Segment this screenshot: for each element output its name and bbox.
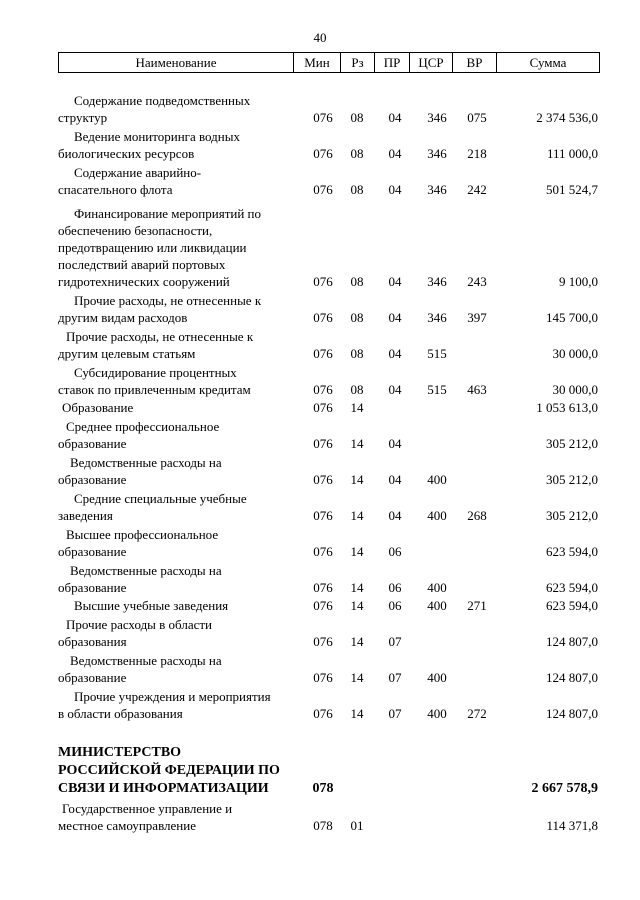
cell-sum: 623 594,0 [546, 544, 598, 559]
row-name [58, 292, 290, 326]
cell-csr: 346 [427, 110, 447, 125]
table-row [0, 128, 640, 162]
cell-pr: 04 [388, 382, 402, 397]
table-row [0, 164, 640, 198]
row-name [58, 364, 290, 398]
row-name-line: Ведомственные расходы на [70, 563, 222, 578]
cell-min: 076 [313, 508, 333, 523]
cell-csr: 400 [427, 670, 447, 685]
cell-pr: 06 [388, 580, 402, 595]
table-row [0, 418, 640, 452]
row-name [58, 205, 290, 290]
cell-pr: 04 [388, 274, 402, 289]
table-row [0, 526, 640, 560]
row-name-line: биологических ресурсов [58, 146, 195, 161]
cell-min: 076 [313, 598, 333, 613]
row-name-line: Финансирование мероприятий по [74, 206, 262, 221]
row-name-line: образование [58, 670, 127, 685]
row-name-line: Прочие учреждения и мероприятия [74, 689, 271, 704]
cell-sum: 1 053 613,0 [536, 400, 598, 415]
cell-min: 076 [313, 146, 333, 161]
cell-rz: 08 [350, 346, 364, 361]
cell-vr: 268 [467, 508, 487, 523]
page-number: 40 [313, 30, 327, 45]
row-name-line: образование [58, 580, 127, 595]
cell-rz: 08 [350, 382, 364, 397]
cell-csr: 515 [427, 346, 447, 361]
row-name-line: РОССИЙСКОЙ ФЕДЕРАЦИИ ПО [58, 763, 280, 778]
row-name-line: Содержание подведомственных [74, 93, 251, 108]
row-name [58, 652, 290, 686]
cell-sum: 2 667 578,9 [531, 781, 598, 796]
table-row [0, 652, 640, 686]
cell-rz: 01 [350, 818, 364, 833]
table-row [0, 92, 640, 126]
cell-vr: 271 [467, 598, 487, 613]
cell-pr: 06 [388, 544, 402, 559]
row-name-line: Высшие учебные заведения [74, 598, 229, 613]
row-name [58, 454, 290, 488]
row-name-line: гидротехнических сооружений [58, 274, 230, 289]
row-name-line: образования [58, 634, 127, 649]
row-name [58, 616, 290, 650]
cell-vr: 463 [467, 382, 487, 397]
row-name-line: образование [58, 544, 127, 559]
cell-pr: 07 [388, 634, 402, 649]
cell-rz: 14 [350, 598, 364, 613]
cell-pr: 07 [388, 670, 402, 685]
cell-pr: 04 [388, 310, 402, 325]
cell-csr: 346 [427, 310, 447, 325]
cell-sum: 124 807,0 [546, 706, 598, 721]
row-name-line: образование [58, 436, 127, 451]
cell-pr: 04 [388, 346, 402, 361]
cell-sum: 623 594,0 [546, 598, 598, 613]
cell-min: 076 [313, 310, 333, 325]
cell-csr: 515 [427, 382, 447, 397]
cell-sum: 124 807,0 [546, 634, 598, 649]
header-csr: ЦСР [409, 53, 452, 72]
cell-csr: 400 [427, 508, 447, 523]
row-name-line: Среднее профессиональное [66, 419, 220, 434]
row-name-line: МИНИСТЕРСТВО [58, 745, 182, 760]
row-name [58, 328, 290, 362]
row-name-line: Ведение мониторинга водных [74, 129, 240, 144]
row-name-line: другим видам расходов [58, 310, 188, 325]
row-name-line: в области образования [58, 706, 183, 721]
cell-csr: 400 [427, 598, 447, 613]
row-name [58, 164, 290, 198]
cell-sum: 114 371,8 [546, 818, 598, 833]
cell-min: 076 [313, 274, 333, 289]
row-name-line: Высшее профессиональное [66, 527, 219, 542]
table-row [0, 800, 640, 834]
row-name [58, 562, 290, 596]
cell-sum: 305 212,0 [546, 436, 598, 451]
row-name [58, 128, 290, 162]
cell-rz: 14 [350, 706, 364, 721]
row-name [58, 800, 290, 834]
header-rz: Рз [340, 53, 374, 72]
cell-pr: 07 [388, 706, 402, 721]
row-name-line: обеспечению безопасности, [58, 223, 213, 238]
row-name-line: Государственное управление и [62, 801, 233, 816]
cell-sum: 145 700,0 [546, 310, 598, 325]
cell-min: 076 [313, 436, 333, 451]
cell-rz: 14 [350, 436, 364, 451]
cell-pr: 04 [388, 472, 402, 487]
row-name-line: предотвращению или ликвидации [58, 240, 247, 255]
row-name-line: Средние специальные учебные [74, 491, 247, 506]
row-name [58, 597, 290, 614]
table-row [0, 490, 640, 524]
cell-min: 078 [312, 781, 334, 796]
cell-sum: 30 000,0 [552, 382, 598, 397]
row-name [58, 526, 290, 560]
cell-min: 076 [313, 670, 333, 685]
table-row [0, 616, 640, 650]
row-name-line: местное самоуправление [58, 818, 196, 833]
cell-sum: 124 807,0 [546, 670, 598, 685]
cell-rz: 14 [350, 472, 364, 487]
table-row [0, 205, 640, 290]
cell-csr: 400 [427, 706, 447, 721]
table-row [0, 364, 640, 398]
header-min: Мин [293, 53, 340, 72]
row-name-line: СВЯЗИ И ИНФОРМАТИЗАЦИИ [58, 781, 269, 796]
row-name-line: образование [58, 472, 127, 487]
cell-min: 078 [313, 818, 333, 833]
cell-rz: 08 [350, 146, 364, 161]
cell-rz: 14 [350, 634, 364, 649]
row-name [58, 418, 290, 452]
cell-sum: 305 212,0 [546, 472, 598, 487]
cell-min: 076 [313, 110, 333, 125]
cell-vr: 397 [467, 310, 487, 325]
cell-csr: 346 [427, 182, 447, 197]
cell-vr: 242 [467, 182, 487, 197]
table-row [0, 744, 640, 798]
cell-min: 076 [313, 580, 333, 595]
table-row [0, 597, 640, 614]
row-name-line: Ведомственные расходы на [70, 455, 222, 470]
row-name-line: спасательного флота [58, 182, 173, 197]
cell-rz: 14 [350, 670, 364, 685]
cell-rz: 08 [350, 274, 364, 289]
header-name: Наименование [135, 54, 217, 70]
cell-pr: 06 [388, 598, 402, 613]
cell-sum: 305 212,0 [546, 508, 598, 523]
row-name [58, 490, 290, 524]
cell-min: 076 [313, 346, 333, 361]
header-vr: ВР [452, 53, 496, 72]
row-name-line: Образование [62, 400, 134, 415]
cell-csr: 400 [427, 580, 447, 595]
cell-pr: 04 [388, 110, 402, 125]
row-name-line: Субсидирование процентных [74, 365, 237, 380]
cell-vr: 218 [467, 146, 487, 161]
row-name-line: последствий аварий портовых [58, 257, 226, 272]
cell-csr: 346 [427, 274, 447, 289]
cell-rz: 14 [350, 508, 364, 523]
cell-min: 076 [313, 706, 333, 721]
cell-rz: 14 [350, 544, 364, 559]
table-row [0, 399, 640, 416]
cell-min: 076 [313, 472, 333, 487]
row-name-line: заведения [58, 508, 113, 523]
cell-pr: 04 [388, 146, 402, 161]
cell-min: 076 [313, 182, 333, 197]
row-name [58, 92, 290, 126]
row-name-line: Прочие расходы, не отнесенные к [66, 329, 254, 344]
row-name-line: Прочие расходы, не отнесенные к [74, 293, 262, 308]
cell-min: 076 [313, 382, 333, 397]
row-name [58, 744, 290, 798]
cell-csr: 346 [427, 146, 447, 161]
cell-rz: 14 [350, 400, 364, 415]
cell-sum: 9 100,0 [559, 274, 598, 289]
header-pr: ПР [374, 53, 409, 72]
cell-pr: 04 [388, 508, 402, 523]
cell-rz: 08 [350, 310, 364, 325]
row-name-line: ставок по привлеченным кредитам [58, 382, 251, 397]
cell-sum: 2 374 536,0 [536, 110, 598, 125]
row-name [58, 399, 290, 416]
row-name-line: Ведомственные расходы на [70, 653, 222, 668]
row-name-line: Прочие расходы в области [66, 617, 213, 632]
table-row [0, 292, 640, 326]
cell-sum: 111 000,0 [546, 146, 598, 161]
cell-min: 076 [313, 634, 333, 649]
cell-min: 076 [313, 400, 333, 415]
cell-vr: 243 [467, 274, 487, 289]
row-name-line: Содержание аварийно- [74, 165, 202, 180]
cell-rz: 14 [350, 580, 364, 595]
cell-rz: 08 [350, 110, 364, 125]
header-sum: Сумма [496, 53, 599, 72]
cell-sum: 623 594,0 [546, 580, 598, 595]
cell-vr: 272 [467, 706, 487, 721]
cell-rz: 08 [350, 182, 364, 197]
table-row [0, 562, 640, 596]
cell-min: 076 [313, 544, 333, 559]
cell-sum: 501 524,7 [546, 182, 598, 197]
cell-sum: 30 000,0 [552, 346, 598, 361]
cell-vr: 075 [467, 110, 487, 125]
cell-pr: 04 [388, 436, 402, 451]
row-name-line: другим целевым статьям [58, 346, 196, 361]
cell-pr: 04 [388, 182, 402, 197]
table-row [0, 454, 640, 488]
table-row [0, 328, 640, 362]
cell-csr: 400 [427, 472, 447, 487]
row-name [58, 688, 290, 722]
row-name-line: структур [58, 110, 108, 125]
table-row [0, 688, 640, 722]
